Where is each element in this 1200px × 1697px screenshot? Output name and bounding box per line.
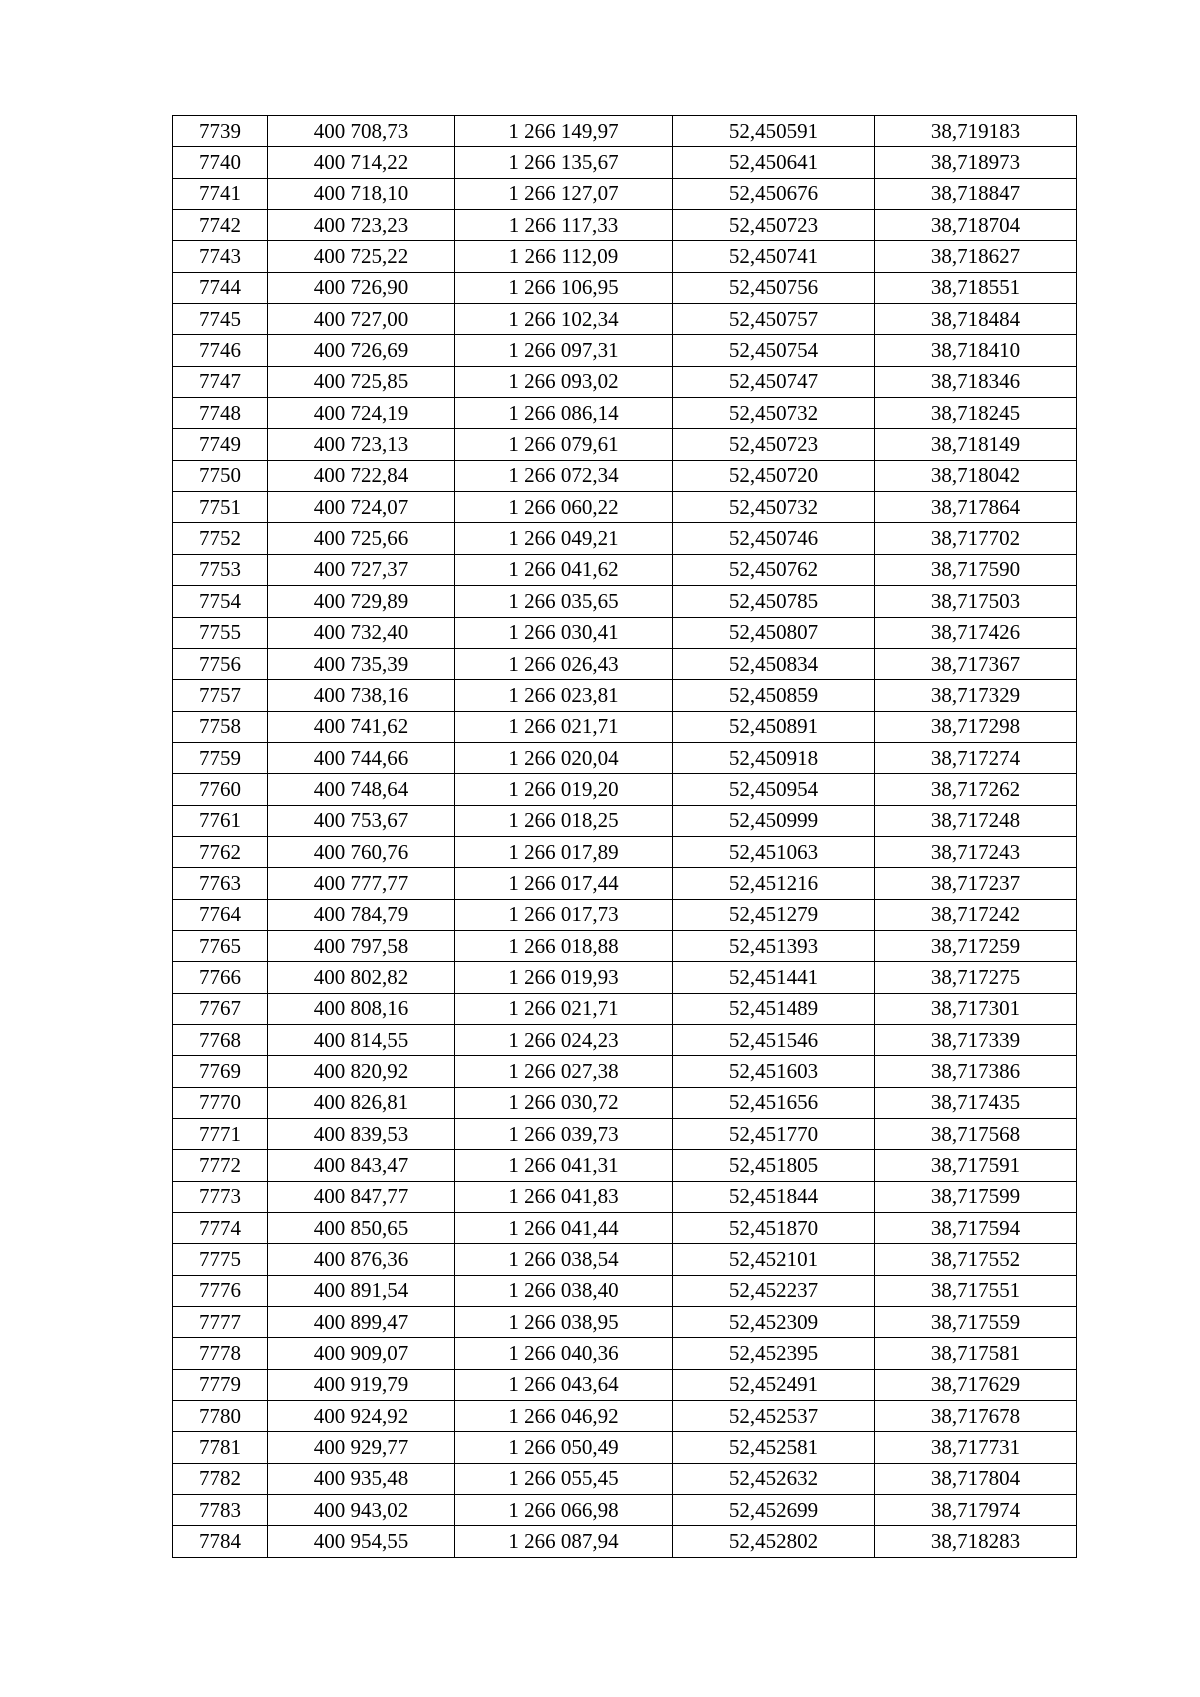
x-coordinate-cell: 400 929,77 (268, 1432, 455, 1463)
table-row (173, 1087, 1077, 1118)
y-coordinate-cell: 1 266 046,92 (455, 1401, 673, 1432)
longitude-cell: 38,717435 (875, 1087, 1077, 1118)
y-coordinate-cell: 1 266 086,14 (455, 398, 673, 429)
y-coordinate-cell: 1 266 038,40 (455, 1275, 673, 1306)
latitude-cell: 52,452632 (673, 1463, 875, 1494)
table-row (173, 930, 1077, 961)
longitude-cell: 38,718484 (875, 304, 1077, 335)
point-number-cell: 7755 (173, 617, 268, 648)
longitude-cell: 38,717731 (875, 1432, 1077, 1463)
longitude-cell: 38,717590 (875, 554, 1077, 585)
x-coordinate-cell: 400 820,92 (268, 1056, 455, 1087)
latitude-cell: 52,450747 (673, 366, 875, 397)
y-coordinate-cell: 1 266 060,22 (455, 492, 673, 523)
point-number-cell: 7766 (173, 962, 268, 993)
longitude-cell: 38,718245 (875, 398, 1077, 429)
table-row (173, 1056, 1077, 1087)
x-coordinate-cell: 400 725,22 (268, 241, 455, 272)
y-coordinate-cell: 1 266 027,38 (455, 1056, 673, 1087)
longitude-cell: 38,717559 (875, 1307, 1077, 1338)
point-number-cell: 7760 (173, 774, 268, 805)
x-coordinate-cell: 400 744,66 (268, 742, 455, 773)
longitude-cell: 38,717568 (875, 1119, 1077, 1150)
latitude-cell: 52,451216 (673, 868, 875, 899)
x-coordinate-cell: 400 726,69 (268, 335, 455, 366)
table-row (173, 1024, 1077, 1055)
longitude-cell: 38,717329 (875, 680, 1077, 711)
table-row (173, 680, 1077, 711)
table-row (173, 1150, 1077, 1181)
table-row (173, 1401, 1077, 1432)
y-coordinate-cell: 1 266 024,23 (455, 1024, 673, 1055)
longitude-cell: 38,717503 (875, 586, 1077, 617)
y-coordinate-cell: 1 266 135,67 (455, 147, 673, 178)
y-coordinate-cell: 1 266 041,31 (455, 1150, 673, 1181)
longitude-cell: 38,717678 (875, 1401, 1077, 1432)
point-number-cell: 7751 (173, 492, 268, 523)
y-coordinate-cell: 1 266 127,07 (455, 178, 673, 209)
latitude-cell: 52,450720 (673, 460, 875, 491)
point-number-cell: 7784 (173, 1526, 268, 1557)
table-row (173, 492, 1077, 523)
x-coordinate-cell: 400 843,47 (268, 1150, 455, 1181)
y-coordinate-cell: 1 266 087,94 (455, 1526, 673, 1557)
x-coordinate-cell: 400 727,37 (268, 554, 455, 585)
point-number-cell: 7772 (173, 1150, 268, 1181)
y-coordinate-cell: 1 266 039,73 (455, 1119, 673, 1150)
longitude-cell: 38,717243 (875, 836, 1077, 867)
point-number-cell: 7775 (173, 1244, 268, 1275)
x-coordinate-cell: 400 724,19 (268, 398, 455, 429)
point-number-cell: 7757 (173, 680, 268, 711)
y-coordinate-cell: 1 266 035,65 (455, 586, 673, 617)
table-row (173, 993, 1077, 1024)
y-coordinate-cell: 1 266 079,61 (455, 429, 673, 460)
latitude-cell: 52,451770 (673, 1119, 875, 1150)
x-coordinate-cell: 400 943,02 (268, 1495, 455, 1526)
x-coordinate-cell: 400 909,07 (268, 1338, 455, 1369)
y-coordinate-cell: 1 266 049,21 (455, 523, 673, 554)
point-number-cell: 7765 (173, 930, 268, 961)
longitude-cell: 38,717864 (875, 492, 1077, 523)
y-coordinate-cell: 1 266 021,71 (455, 993, 673, 1024)
table-row (173, 210, 1077, 241)
longitude-cell: 38,717426 (875, 617, 1077, 648)
y-coordinate-cell: 1 266 038,95 (455, 1307, 673, 1338)
table-row (173, 962, 1077, 993)
x-coordinate-cell: 400 935,48 (268, 1463, 455, 1494)
table-row (173, 1432, 1077, 1463)
y-coordinate-cell: 1 266 018,88 (455, 930, 673, 961)
longitude-cell: 38,717262 (875, 774, 1077, 805)
point-number-cell: 7749 (173, 429, 268, 460)
x-coordinate-cell: 400 802,82 (268, 962, 455, 993)
table-row (173, 304, 1077, 335)
x-coordinate-cell: 400 724,07 (268, 492, 455, 523)
longitude-cell: 38,718551 (875, 272, 1077, 303)
longitude-cell: 38,719183 (875, 116, 1077, 147)
longitude-cell: 38,717581 (875, 1338, 1077, 1369)
latitude-cell: 52,452101 (673, 1244, 875, 1275)
y-coordinate-cell: 1 266 041,44 (455, 1213, 673, 1244)
longitude-cell: 38,717629 (875, 1369, 1077, 1400)
x-coordinate-cell: 400 919,79 (268, 1369, 455, 1400)
point-number-cell: 7763 (173, 868, 268, 899)
y-coordinate-cell: 1 266 030,72 (455, 1087, 673, 1118)
latitude-cell: 52,450723 (673, 429, 875, 460)
latitude-cell: 52,450676 (673, 178, 875, 209)
x-coordinate-cell: 400 708,73 (268, 116, 455, 147)
latitude-cell: 52,452802 (673, 1526, 875, 1557)
y-coordinate-cell: 1 266 055,45 (455, 1463, 673, 1494)
latitude-cell: 52,450918 (673, 742, 875, 773)
table-row (173, 429, 1077, 460)
latitude-cell: 52,451393 (673, 930, 875, 961)
x-coordinate-cell: 400 725,66 (268, 523, 455, 554)
x-coordinate-cell: 400 899,47 (268, 1307, 455, 1338)
latitude-cell: 52,452309 (673, 1307, 875, 1338)
x-coordinate-cell: 400 814,55 (268, 1024, 455, 1055)
table-row (173, 1181, 1077, 1212)
latitude-cell: 52,451441 (673, 962, 875, 993)
point-number-cell: 7740 (173, 147, 268, 178)
y-coordinate-cell: 1 266 043,64 (455, 1369, 673, 1400)
longitude-cell: 38,717367 (875, 648, 1077, 679)
y-coordinate-cell: 1 266 106,95 (455, 272, 673, 303)
longitude-cell: 38,717248 (875, 805, 1077, 836)
latitude-cell: 52,450859 (673, 680, 875, 711)
x-coordinate-cell: 400 839,53 (268, 1119, 455, 1150)
longitude-cell: 38,718973 (875, 147, 1077, 178)
point-number-cell: 7745 (173, 304, 268, 335)
longitude-cell: 38,717702 (875, 523, 1077, 554)
point-number-cell: 7768 (173, 1024, 268, 1055)
longitude-cell: 38,718283 (875, 1526, 1077, 1557)
x-coordinate-cell: 400 741,62 (268, 711, 455, 742)
x-coordinate-cell: 400 723,13 (268, 429, 455, 460)
y-coordinate-cell: 1 266 026,43 (455, 648, 673, 679)
latitude-cell: 52,450807 (673, 617, 875, 648)
point-number-cell: 7773 (173, 1181, 268, 1212)
table-row (173, 1338, 1077, 1369)
longitude-cell: 38,717386 (875, 1056, 1077, 1087)
latitude-cell: 52,450723 (673, 210, 875, 241)
y-coordinate-cell: 1 266 093,02 (455, 366, 673, 397)
longitude-cell: 38,717551 (875, 1275, 1077, 1306)
longitude-cell: 38,717301 (875, 993, 1077, 1024)
y-coordinate-cell: 1 266 017,44 (455, 868, 673, 899)
point-number-cell: 7777 (173, 1307, 268, 1338)
table-row (173, 648, 1077, 679)
point-number-cell: 7754 (173, 586, 268, 617)
latitude-cell: 52,451489 (673, 993, 875, 1024)
point-number-cell: 7778 (173, 1338, 268, 1369)
x-coordinate-cell: 400 891,54 (268, 1275, 455, 1306)
longitude-cell: 38,717804 (875, 1463, 1077, 1494)
latitude-cell: 52,450591 (673, 116, 875, 147)
x-coordinate-cell: 400 722,84 (268, 460, 455, 491)
latitude-cell: 52,451063 (673, 836, 875, 867)
point-number-cell: 7764 (173, 899, 268, 930)
x-coordinate-cell: 400 924,92 (268, 1401, 455, 1432)
x-coordinate-cell: 400 732,40 (268, 617, 455, 648)
longitude-cell: 38,717599 (875, 1181, 1077, 1212)
point-number-cell: 7752 (173, 523, 268, 554)
point-number-cell: 7750 (173, 460, 268, 491)
table-row (173, 1119, 1077, 1150)
table-row (173, 805, 1077, 836)
longitude-cell: 38,717259 (875, 930, 1077, 961)
point-number-cell: 7747 (173, 366, 268, 397)
x-coordinate-cell: 400 748,64 (268, 774, 455, 805)
longitude-cell: 38,717298 (875, 711, 1077, 742)
longitude-cell: 38,718042 (875, 460, 1077, 491)
table-row (173, 554, 1077, 585)
table-row (173, 366, 1077, 397)
x-coordinate-cell: 400 725,85 (268, 366, 455, 397)
table-row (173, 586, 1077, 617)
y-coordinate-cell: 1 266 021,71 (455, 711, 673, 742)
latitude-cell: 52,450834 (673, 648, 875, 679)
longitude-cell: 38,717552 (875, 1244, 1077, 1275)
longitude-cell: 38,717237 (875, 868, 1077, 899)
y-coordinate-cell: 1 266 041,62 (455, 554, 673, 585)
table-row (173, 711, 1077, 742)
latitude-cell: 52,451844 (673, 1181, 875, 1212)
x-coordinate-cell: 400 726,90 (268, 272, 455, 303)
table-row (173, 1463, 1077, 1494)
x-coordinate-cell: 400 753,67 (268, 805, 455, 836)
table-row (173, 1213, 1077, 1244)
y-coordinate-cell: 1 266 020,04 (455, 742, 673, 773)
table-row (173, 398, 1077, 429)
latitude-cell: 52,452699 (673, 1495, 875, 1526)
x-coordinate-cell: 400 760,76 (268, 836, 455, 867)
x-coordinate-cell: 400 723,23 (268, 210, 455, 241)
point-number-cell: 7781 (173, 1432, 268, 1463)
x-coordinate-cell: 400 826,81 (268, 1087, 455, 1118)
latitude-cell: 52,451870 (673, 1213, 875, 1244)
longitude-cell: 38,718149 (875, 429, 1077, 460)
table-row (173, 335, 1077, 366)
latitude-cell: 52,451546 (673, 1024, 875, 1055)
y-coordinate-cell: 1 266 018,25 (455, 805, 673, 836)
coordinates-table-body (173, 116, 1077, 1558)
point-number-cell: 7759 (173, 742, 268, 773)
longitude-cell: 38,717339 (875, 1024, 1077, 1055)
latitude-cell: 52,450954 (673, 774, 875, 805)
table-row (173, 1495, 1077, 1526)
x-coordinate-cell: 400 797,58 (268, 930, 455, 961)
table-row (173, 868, 1077, 899)
table-row (173, 147, 1077, 178)
latitude-cell: 52,452581 (673, 1432, 875, 1463)
y-coordinate-cell: 1 266 017,89 (455, 836, 673, 867)
y-coordinate-cell: 1 266 102,34 (455, 304, 673, 335)
x-coordinate-cell: 400 718,10 (268, 178, 455, 209)
point-number-cell: 7744 (173, 272, 268, 303)
latitude-cell: 52,450762 (673, 554, 875, 585)
point-number-cell: 7739 (173, 116, 268, 147)
table-row (173, 178, 1077, 209)
y-coordinate-cell: 1 266 149,97 (455, 116, 673, 147)
longitude-cell: 38,717591 (875, 1150, 1077, 1181)
table-row (173, 617, 1077, 648)
point-number-cell: 7770 (173, 1087, 268, 1118)
latitude-cell: 52,451656 (673, 1087, 875, 1118)
y-coordinate-cell: 1 266 019,93 (455, 962, 673, 993)
y-coordinate-cell: 1 266 040,36 (455, 1338, 673, 1369)
point-number-cell: 7741 (173, 178, 268, 209)
point-number-cell: 7762 (173, 836, 268, 867)
latitude-cell: 52,450785 (673, 586, 875, 617)
latitude-cell: 52,452537 (673, 1401, 875, 1432)
point-number-cell: 7746 (173, 335, 268, 366)
latitude-cell: 52,452237 (673, 1275, 875, 1306)
latitude-cell: 52,450741 (673, 241, 875, 272)
x-coordinate-cell: 400 729,89 (268, 586, 455, 617)
longitude-cell: 38,718410 (875, 335, 1077, 366)
latitude-cell: 52,450746 (673, 523, 875, 554)
y-coordinate-cell: 1 266 050,49 (455, 1432, 673, 1463)
point-number-cell: 7743 (173, 241, 268, 272)
point-number-cell: 7771 (173, 1119, 268, 1150)
x-coordinate-cell: 400 727,00 (268, 304, 455, 335)
x-coordinate-cell: 400 777,77 (268, 868, 455, 899)
point-number-cell: 7753 (173, 554, 268, 585)
x-coordinate-cell: 400 738,16 (268, 680, 455, 711)
longitude-cell: 38,717275 (875, 962, 1077, 993)
latitude-cell: 52,450999 (673, 805, 875, 836)
point-number-cell: 7748 (173, 398, 268, 429)
table-row (173, 460, 1077, 491)
latitude-cell: 52,451279 (673, 899, 875, 930)
table-row (173, 774, 1077, 805)
y-coordinate-cell: 1 266 017,73 (455, 899, 673, 930)
table-row (173, 1244, 1077, 1275)
x-coordinate-cell: 400 784,79 (268, 899, 455, 930)
point-number-cell: 7780 (173, 1401, 268, 1432)
point-number-cell: 7782 (173, 1463, 268, 1494)
x-coordinate-cell: 400 808,16 (268, 993, 455, 1024)
longitude-cell: 38,718847 (875, 178, 1077, 209)
latitude-cell: 52,450732 (673, 398, 875, 429)
x-coordinate-cell: 400 850,65 (268, 1213, 455, 1244)
point-number-cell: 7769 (173, 1056, 268, 1087)
latitude-cell: 52,450732 (673, 492, 875, 523)
table-row (173, 523, 1077, 554)
y-coordinate-cell: 1 266 097,31 (455, 335, 673, 366)
latitude-cell: 52,452491 (673, 1369, 875, 1400)
point-number-cell: 7779 (173, 1369, 268, 1400)
y-coordinate-cell: 1 266 038,54 (455, 1244, 673, 1275)
table-row (173, 1307, 1077, 1338)
latitude-cell: 52,451603 (673, 1056, 875, 1087)
latitude-cell: 52,451805 (673, 1150, 875, 1181)
longitude-cell: 38,718704 (875, 210, 1077, 241)
table-row (173, 241, 1077, 272)
table-row (173, 116, 1077, 147)
point-number-cell: 7767 (173, 993, 268, 1024)
table-row (173, 1526, 1077, 1557)
point-number-cell: 7761 (173, 805, 268, 836)
latitude-cell: 52,450641 (673, 147, 875, 178)
y-coordinate-cell: 1 266 117,33 (455, 210, 673, 241)
longitude-cell: 38,718346 (875, 366, 1077, 397)
y-coordinate-cell: 1 266 112,09 (455, 241, 673, 272)
point-number-cell: 7783 (173, 1495, 268, 1526)
longitude-cell: 38,718627 (875, 241, 1077, 272)
table-row (173, 836, 1077, 867)
y-coordinate-cell: 1 266 030,41 (455, 617, 673, 648)
y-coordinate-cell: 1 266 072,34 (455, 460, 673, 491)
latitude-cell: 52,450891 (673, 711, 875, 742)
latitude-cell: 52,450757 (673, 304, 875, 335)
longitude-cell: 38,717242 (875, 899, 1077, 930)
longitude-cell: 38,717594 (875, 1213, 1077, 1244)
latitude-cell: 52,450756 (673, 272, 875, 303)
point-number-cell: 7776 (173, 1275, 268, 1306)
coordinates-table (172, 115, 1077, 1558)
table-row (173, 1275, 1077, 1306)
x-coordinate-cell: 400 876,36 (268, 1244, 455, 1275)
table-row (173, 1369, 1077, 1400)
y-coordinate-cell: 1 266 019,20 (455, 774, 673, 805)
point-number-cell: 7742 (173, 210, 268, 241)
x-coordinate-cell: 400 954,55 (268, 1526, 455, 1557)
latitude-cell: 52,450754 (673, 335, 875, 366)
y-coordinate-cell: 1 266 023,81 (455, 680, 673, 711)
point-number-cell: 7756 (173, 648, 268, 679)
y-coordinate-cell: 1 266 066,98 (455, 1495, 673, 1526)
longitude-cell: 38,717274 (875, 742, 1077, 773)
point-number-cell: 7758 (173, 711, 268, 742)
x-coordinate-cell: 400 714,22 (268, 147, 455, 178)
x-coordinate-cell: 400 735,39 (268, 648, 455, 679)
table-row (173, 899, 1077, 930)
table-row (173, 742, 1077, 773)
latitude-cell: 52,452395 (673, 1338, 875, 1369)
table-row (173, 272, 1077, 303)
y-coordinate-cell: 1 266 041,83 (455, 1181, 673, 1212)
point-number-cell: 7774 (173, 1213, 268, 1244)
longitude-cell: 38,717974 (875, 1495, 1077, 1526)
x-coordinate-cell: 400 847,77 (268, 1181, 455, 1212)
